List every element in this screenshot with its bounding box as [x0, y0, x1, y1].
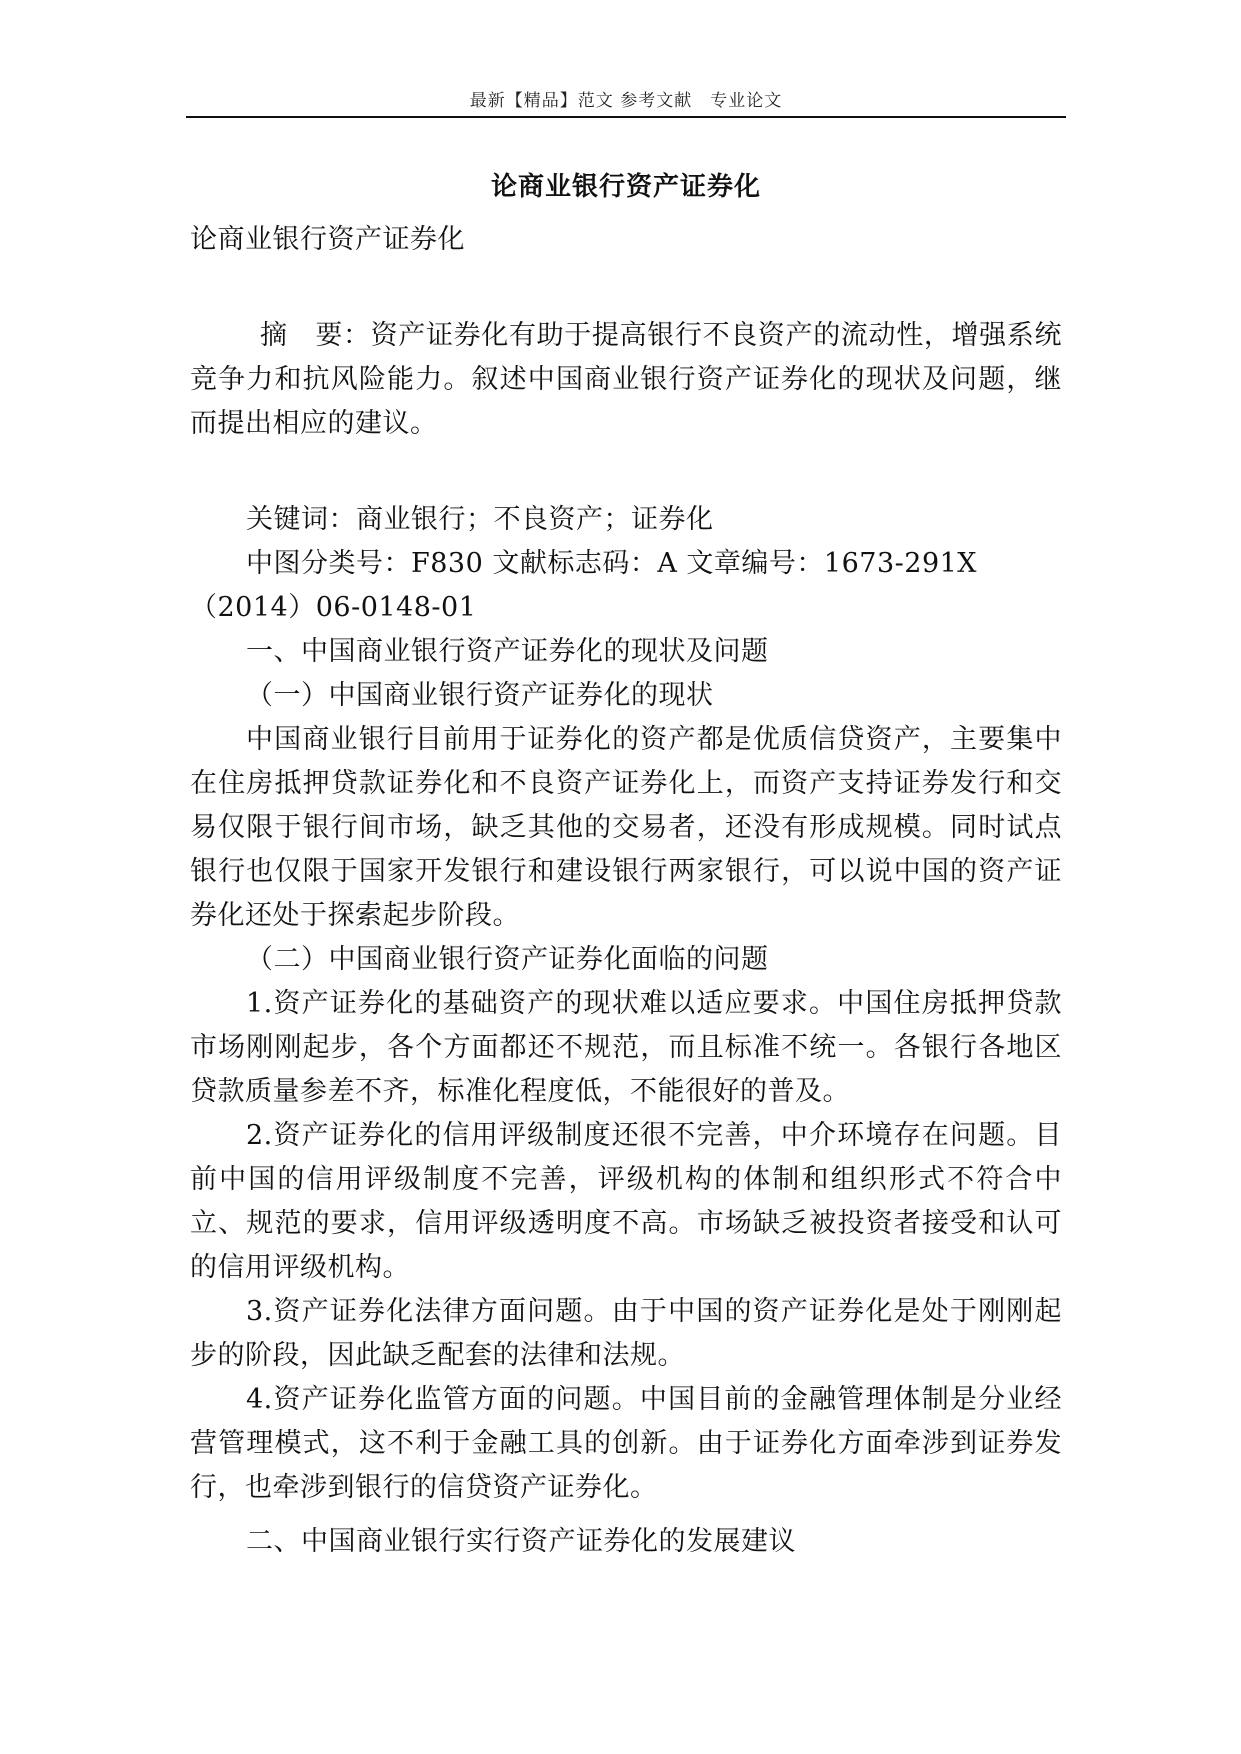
- subsection-2-heading: （二）中国商业银行资产证券化面临的问题: [246, 944, 769, 975]
- section-1-heading: 一、中国商业银行资产证券化的现状及问题: [246, 636, 769, 667]
- classification-line-2: （2014）06-0148-01: [190, 592, 477, 623]
- abstract: 摘 要：资产证券化有助于提高银行不良资产的流动性，增强系统竞争力和抗风险能力。叙述中国商业银行资产证券化的现状及问题，继而提出相应的建议。: [190, 320, 1062, 439]
- document-body: [190, 218, 1062, 1564]
- problem-paragraph-2: 2.资产证券化的信用评级制度还很不完善，中介环境存在问题。目前中国的信用评级制度不完善，评级机构的体制和组织形式不符合中立、规范的要求，信用评级透明度不高。市场缺乏被投资者接受和认可的信用评级机构。: [190, 1120, 1062, 1283]
- problem-paragraph-4: 4.资产证券化监管方面的问题。中国目前的金融管理体制是分业经营管理模式，这不利于金融工具的创新。由于证券化方面牵涉到证券发行，也牵涉到银行的信贷资产证券化。: [190, 1384, 1062, 1503]
- section-2-heading: 二、中国商业银行实行资产证券化的发展建议: [246, 1526, 796, 1557]
- subsection-1-heading: （一）中国商业银行资产证券化的现状: [246, 680, 714, 711]
- classification-line-1: 中图分类号：F830 文献标志码：A 文章编号：1673-291X: [246, 548, 978, 579]
- subsection-1-body: 中国商业银行目前用于证券化的资产都是优质信贷资产，主要集中在住房抵押贷款证券化和不良资产证券化上，而资产支持证券发行和交易仅限于银行间市场，缺乏其他的交易者，还没有形成规模。同时试点银行也仅限于国家开发银行和建设银行两家银行，可以说中国的资产证券化还处于探索起步阶段。: [190, 724, 1062, 931]
- header-rule: [186, 116, 1066, 118]
- document-title: 论商业银行资产证券化: [490, 172, 761, 202]
- spacer: [190, 446, 1062, 498]
- spacer: [190, 262, 1062, 314]
- problem-paragraph-1: 1.资产证券化的基础资产的现状难以适应要求。中国住房抵押贷款市场刚刚起步，各个方面都还不规范，而且标准不统一。各银行各地区贷款质量参差不齐，标准化程度低，不能很好的普及。: [190, 988, 1062, 1107]
- document-subtitle: 论商业银行资产证券化: [190, 224, 465, 255]
- problem-paragraph-3: 3.资产证券化法律方面问题。由于中国的资产证券化是处于刚刚起步的阶段，因此缺乏配套的法律和法规。: [190, 1296, 1062, 1371]
- keywords: 关键词：商业银行；不良资产；证券化: [246, 504, 714, 535]
- running-header: 最新【精品】范文 参考文献 专业论文: [469, 91, 783, 111]
